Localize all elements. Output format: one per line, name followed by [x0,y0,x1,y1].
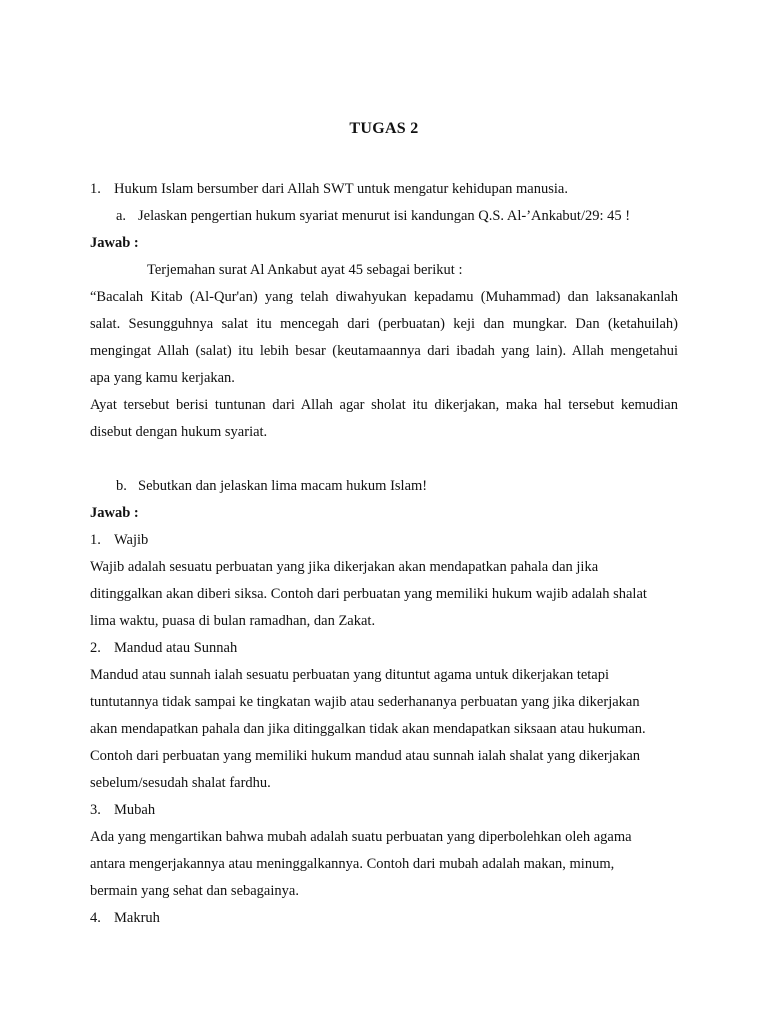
answer-label: Jawab : [90,235,139,251]
hukum-item-makruh [90,905,678,932]
sub-question-text: Sebutkan dan jelaskan lima macam hukum Islam! [138,478,428,494]
quote-line: salat. Sesungguhnya salat itu mencegah dari (perbuatan) keji dan mungkar. Dan (ketahuilah) [90,316,678,332]
quote-line: apa yang kamu kerjakan. [90,370,235,386]
quote-line: mengingat Allah (salat) itu lebih besar (keutamaannya dari ibadah yang lain). Allah mengetahui [90,343,678,359]
item-title: Mubah [114,802,156,818]
sub-question-label: a. [116,208,127,224]
quote-line: “Bacalah Kitab (Al-Qur'an) yang telah diwahyukan kepadamu (Muhammad) dan laksanakanlah [90,289,678,305]
item-line: ditinggalkan akan diberi siksa. Contoh dari perbuatan yang memiliki hukum wajib adalah shalat [90,586,647,602]
item-line: Contoh dari perbuatan yang memiliki hukum mandud atau sunnah ialah shalat yang dikerjakan [90,748,641,764]
sub-question-b [90,473,678,500]
question-text: Hukum Islam bersumber dari Allah SWT untuk mengatur kehidupan manusia. [114,181,568,197]
sub-question-a [90,203,678,230]
item-title: Wajib [114,532,149,548]
item-line: tuntutannya tidak sampai ke tingkatan wajib atau sederhananya perbuatan yang jika dikerjakan [90,694,640,710]
page-title: TUGAS 2 [349,120,419,137]
item-number: 4. [90,910,101,926]
question-number: 1. [90,181,101,197]
hukum-item-wajib [90,527,678,635]
answer-label: Jawab : [90,505,139,521]
hukum-item-mubah [90,797,678,905]
item-line: Mandud atau sunnah ialah sesuatu perbuatan yang dituntut agama untuk dikerjakan tetapi [90,667,610,683]
answer-intro: Terjemahan surat Al Ankabut ayat 45 sebagai berikut : [147,262,463,278]
item-heading [90,635,678,662]
blank-line [90,446,678,473]
question-1 [90,176,678,203]
item-line: lima waktu, puasa di bulan ramadhan, dan Zakat. [90,613,376,629]
sub-question-label: b. [116,478,127,494]
item-line: Wajib adalah sesuatu perbuatan yang jika dikerjakan akan mendapatkan pahala dan jika [90,559,599,575]
sub-question-text: Jelaskan pengertian hukum syariat menurut isi kandungan Q.S. Al-’Ankabut/29: 45 ! [138,208,631,224]
hukum-item-sunnah [90,635,678,797]
quote-paragraph [90,284,678,392]
item-number: 1. [90,532,101,548]
item-title: Makruh [114,910,160,926]
item-heading [90,797,678,824]
conclusion-line: Ayat tersebut berisi tuntunan dari Allah agar sholat itu dikerjakan, maka hal tersebut kemudian [90,397,678,413]
conclusion-paragraph [90,392,678,446]
item-number: 3. [90,802,101,818]
conclusion-line: disebut dengan hukum syariat. [90,424,268,440]
item-line: sebelum/sesudah shalat fardhu. [90,775,271,791]
document-body [90,176,678,932]
item-number: 2. [90,640,101,656]
item-line: akan mendapatkan pahala dan jika ditinggalkan tidak akan mendapatkan siksaan atau hukuman. [90,721,646,737]
item-title: Mandud atau Sunnah [114,640,238,656]
item-heading [90,905,678,932]
item-line: antara mengerjakannya atau meninggalkannya. Contoh dari mubah adalah makan, minum, [90,856,615,872]
item-line: bermain yang sehat dan sebagainya. [90,883,299,899]
item-heading [90,527,678,554]
item-line: Ada yang mengartikan bahwa mubah adalah suatu perbuatan yang diperbolehkan oleh agama [90,829,632,845]
